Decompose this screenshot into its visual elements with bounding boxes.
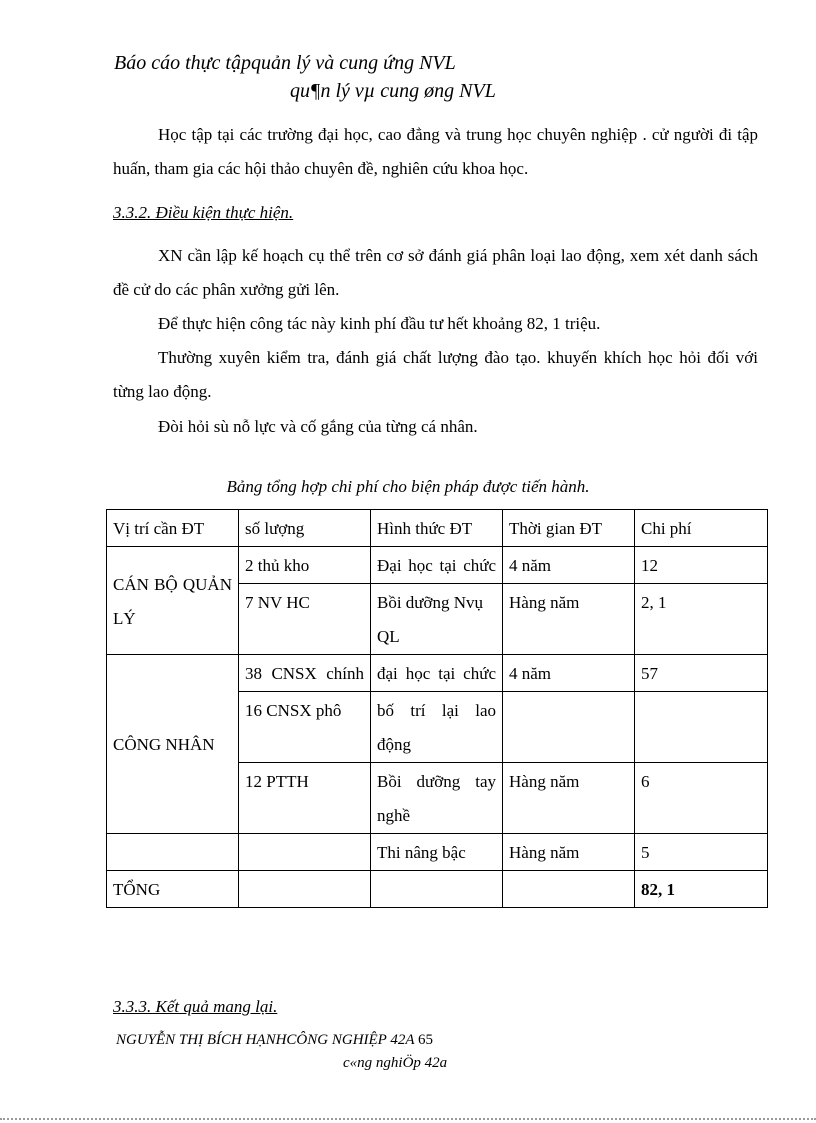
paragraph-budget: Để thực hiện công tác này kinh phí đầu tư hết khoảng 82, 1 triệu.	[158, 314, 601, 333]
paragraph-training: Học tập tại các trường đại học, cao đẳng và trung học chuyên nghiệp . cử người đi tập huấn, tham gia các hội thảo chuyên đề, nghiên cứu khoa học.	[113, 125, 758, 178]
form-cell: đại học tại chức	[371, 655, 503, 692]
empty-cell	[239, 834, 371, 871]
qty-cell: 12 PTTH	[239, 763, 371, 834]
qty-cell: 2 thủ kho	[239, 547, 371, 584]
page-bottom-border	[0, 1118, 816, 1120]
cost-cell: 5	[635, 834, 768, 871]
form-cell: Thi nâng bậc	[371, 834, 503, 871]
empty-cell	[371, 871, 503, 908]
group-label-managers: CÁN BỘ QUẢN LÝ	[107, 547, 239, 655]
paragraph-inspection: Thường xuyên kiểm tra, đánh giá chất lượng đào tạo. khuyến khích học hỏi đối với từng lao động.	[113, 348, 758, 401]
time-cell: Hàng năm	[503, 584, 635, 655]
table-row	[107, 655, 768, 692]
form-cell: bố trí lại lao động	[371, 692, 503, 763]
cost-table	[106, 509, 768, 908]
form-cell: Đại học tại chức	[371, 547, 503, 584]
group-label-workers: CÔNG NHÂN	[107, 655, 239, 834]
cost-cell: 2, 1	[635, 584, 768, 655]
section-heading-results: 3.3.3. Kết quả mang lại.	[113, 997, 278, 1016]
table-total-row	[107, 871, 768, 908]
form-cell: Bồi dưỡng Nvụ QL	[371, 584, 503, 655]
table-caption: Bảng tổng hợp chi phí cho biện pháp được tiến hành.	[226, 477, 590, 496]
table-header-row	[107, 510, 768, 547]
header-cell: Vị trí cần ĐT	[107, 510, 239, 547]
time-cell	[503, 692, 635, 763]
time-cell: Hàng năm	[503, 834, 635, 871]
paragraph-plan: XN cần lập kế hoạch cụ thể trên cơ sở đánh giá phân loại lao động, xem xét danh sách đề cử do các phân xưởng gửi lên.	[113, 246, 758, 299]
section-heading-conditions: 3.3.2. Điều kiện thực hiện.	[113, 203, 294, 222]
empty-cell	[107, 834, 239, 871]
header-cell: Chi phí	[635, 510, 768, 547]
table-row	[107, 834, 768, 871]
header-cell: Thời gian ĐT	[503, 510, 635, 547]
page-number: 65	[417, 1032, 433, 1048]
footer-author-name: NGUYỄN THỊ BÍCH HẠNHCÔNG NGHIỆP 42A	[116, 1032, 415, 1048]
table-row	[107, 547, 768, 584]
header-title: Báo cáo thực tậpquản lý và cung ứng NVL	[114, 52, 456, 74]
cost-cell: 12	[635, 547, 768, 584]
empty-cell	[239, 871, 371, 908]
cost-cell: 57	[635, 655, 768, 692]
header-cell: số lượng	[239, 510, 371, 547]
qty-cell: 16 CNSX phô	[239, 692, 371, 763]
time-cell: 4 năm	[503, 547, 635, 584]
footer-subline: c«ng nghiÖp 42a	[343, 1055, 448, 1071]
time-cell: 4 năm	[503, 655, 635, 692]
qty-cell: 7 NV HC	[239, 584, 371, 655]
cost-cell	[635, 692, 768, 763]
time-cell: Hàng năm	[503, 763, 635, 834]
total-cost: 82, 1	[635, 871, 768, 908]
header-cell: Hình thức ĐT	[371, 510, 503, 547]
qty-cell: 38 CNSX chính	[239, 655, 371, 692]
footer-author	[116, 1032, 433, 1049]
cost-cell: 6	[635, 763, 768, 834]
header-subtitle: qu¶n lý vµ cung øng NVL	[290, 80, 496, 102]
total-label: TỔNG	[107, 871, 239, 908]
form-cell: Bồi dưỡng tay nghề	[371, 763, 503, 834]
empty-cell	[503, 871, 635, 908]
paragraph-effort: Đòi hỏi sù nỗ lực và cố gắng của từng cá nhân.	[158, 417, 478, 436]
